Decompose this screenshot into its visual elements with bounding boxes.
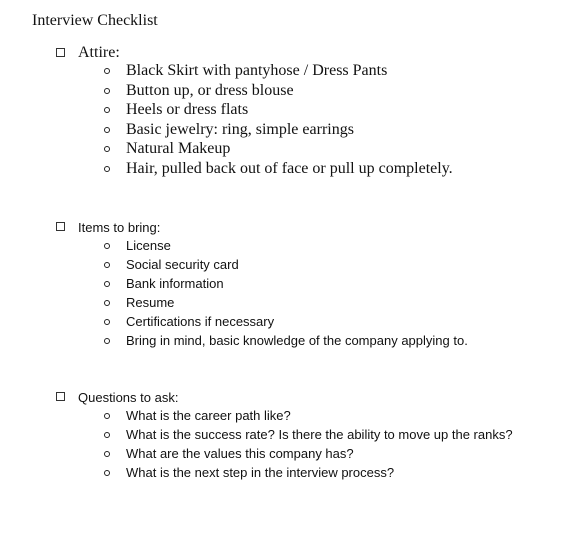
hollow-bullet-icon xyxy=(104,166,110,172)
hollow-bullet-icon xyxy=(104,127,110,133)
list-item-text: What is the success rate? Is there the ability to move up the ranks? xyxy=(126,427,513,442)
list-item-text: Resume xyxy=(126,295,175,310)
hollow-bullet-icon xyxy=(104,300,110,306)
list-item-text: Hair, pulled back out of face or pull up completely. xyxy=(126,159,453,177)
list-item-text: Bank information xyxy=(126,276,224,291)
list-item-text: Certifications if necessary xyxy=(126,314,275,329)
hollow-bullet-icon xyxy=(104,319,110,325)
list-item-text: License xyxy=(126,238,171,253)
hollow-bullet-icon xyxy=(104,432,110,438)
checkbox-icon[interactable] xyxy=(56,392,65,401)
checkbox-icon[interactable] xyxy=(56,48,65,57)
list-item-text: What are the values this company has? xyxy=(126,446,354,461)
hollow-bullet-icon xyxy=(104,243,110,249)
hollow-bullet-icon xyxy=(104,281,110,287)
list-item-text: Bring in mind, basic knowledge of the company applying to. xyxy=(126,333,468,348)
hollow-bullet-icon xyxy=(104,338,110,344)
hollow-bullet-icon xyxy=(104,107,110,113)
hollow-bullet-icon xyxy=(104,146,110,152)
list-item-text: Heels or dress flats xyxy=(126,101,249,119)
section-heading: Attire: xyxy=(78,44,120,61)
hollow-bullet-icon xyxy=(104,88,110,94)
checkbox-icon[interactable] xyxy=(56,222,65,231)
document-title: Interview Checklist xyxy=(32,12,158,29)
section-heading: Items to bring: xyxy=(78,220,161,235)
list-item-text: What is the next step in the interview process? xyxy=(126,465,395,480)
hollow-bullet-icon xyxy=(104,451,110,457)
hollow-bullet-icon xyxy=(104,413,110,419)
list-item-text: Social security card xyxy=(126,257,239,272)
list-item-text: Basic jewelry: ring, simple earrings xyxy=(126,120,354,138)
hollow-bullet-icon xyxy=(104,470,110,476)
list-item-text: What is the career path like? xyxy=(126,408,291,423)
list-item-text: Button up, or dress blouse xyxy=(126,81,294,99)
list-item-text: Natural Makeup xyxy=(126,140,231,158)
section-heading: Questions to ask: xyxy=(78,390,179,405)
list-item-text: Black Skirt with pantyhose / Dress Pants xyxy=(126,62,388,79)
hollow-bullet-icon xyxy=(104,262,110,268)
hollow-bullet-icon xyxy=(104,68,110,74)
